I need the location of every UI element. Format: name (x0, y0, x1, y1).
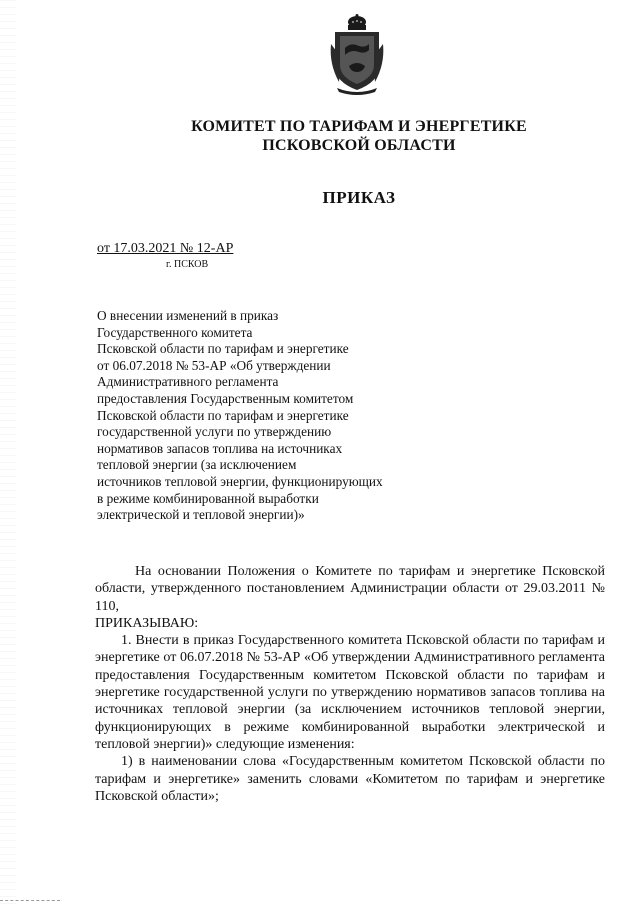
subject-line: государственной услуги по утверждению (97, 424, 332, 440)
item-1-1-paragraph: 1) в наименовании слова «Государственным комитетом Псковской области по тарифам и энергетике» заменить словами «Комитетом по тарифам и энергетике Псковской области»; (95, 754, 605, 804)
item-1-paragraph: 1. Внести в приказ Государственного комитета Псковской области по тарифам и энергетике от 06.07.2018 № 53-АР «Об утверждении Административного регламента предоставления Государственным комитетом Псковской области по тарифам и энергетике государственной услуги по утверждению нормативов запасов топлива на источниках тепловой энергии (за исключением источников тепловой энергии, функционирующих в режиме комбинированной выработки электрической и тепловой энергии)» следующие изменения: (95, 633, 605, 752)
subject-line: от 06.07.2018 № 53-АР «Об утверждении (97, 357, 331, 373)
subject-line: в режиме комбинированной выработки (97, 490, 319, 506)
order-word: ПРИКАЗЫВАЮ: (95, 615, 199, 631)
document-body (95, 563, 605, 805)
subject-line: О внесении изменений в приказ (97, 308, 279, 323)
coat-of-arms-icon (327, 14, 387, 96)
subject-line: Государственного комитета (97, 324, 253, 340)
document-city: г. ПСКОВ (166, 259, 209, 270)
subject-line: электрической и тепловой энергии)» (97, 507, 305, 523)
subject-line: Псковской области по тарифам и энергетике (97, 407, 349, 423)
subject-line: нормативов запасов топлива на источниках (97, 440, 343, 456)
subject-line: Псковской области по тарифам и энергетике (97, 341, 349, 357)
organization-name-line2: ПСКОВСКОЙ ОБЛАСТИ (262, 137, 456, 154)
basis-paragraph: На основании Положения о Комитете по тарифам и энергетике Псковской области, утвержденного постановлением Администрации области от 29.03.2011 № 110, (95, 564, 605, 614)
document-type: ПРИКАЗ (322, 188, 396, 207)
subject-line: тепловой энергии (за исключением (97, 457, 297, 473)
subject-line: Административного регламента (97, 374, 279, 390)
subject-line: предоставления Государственным комитетом (97, 390, 354, 406)
subject-line: источников тепловой энергии, функционирующих (97, 473, 383, 489)
document-subject (97, 308, 457, 524)
organization-name-line1: КОМИТЕТ ПО ТАРИФАМ И ЭНЕРГЕТИКЕ (191, 118, 527, 135)
organization-title (0, 117, 640, 155)
document-date-number: от 17.03.2021 № 12-АР (97, 241, 234, 256)
scan-edge-mark (0, 900, 60, 903)
